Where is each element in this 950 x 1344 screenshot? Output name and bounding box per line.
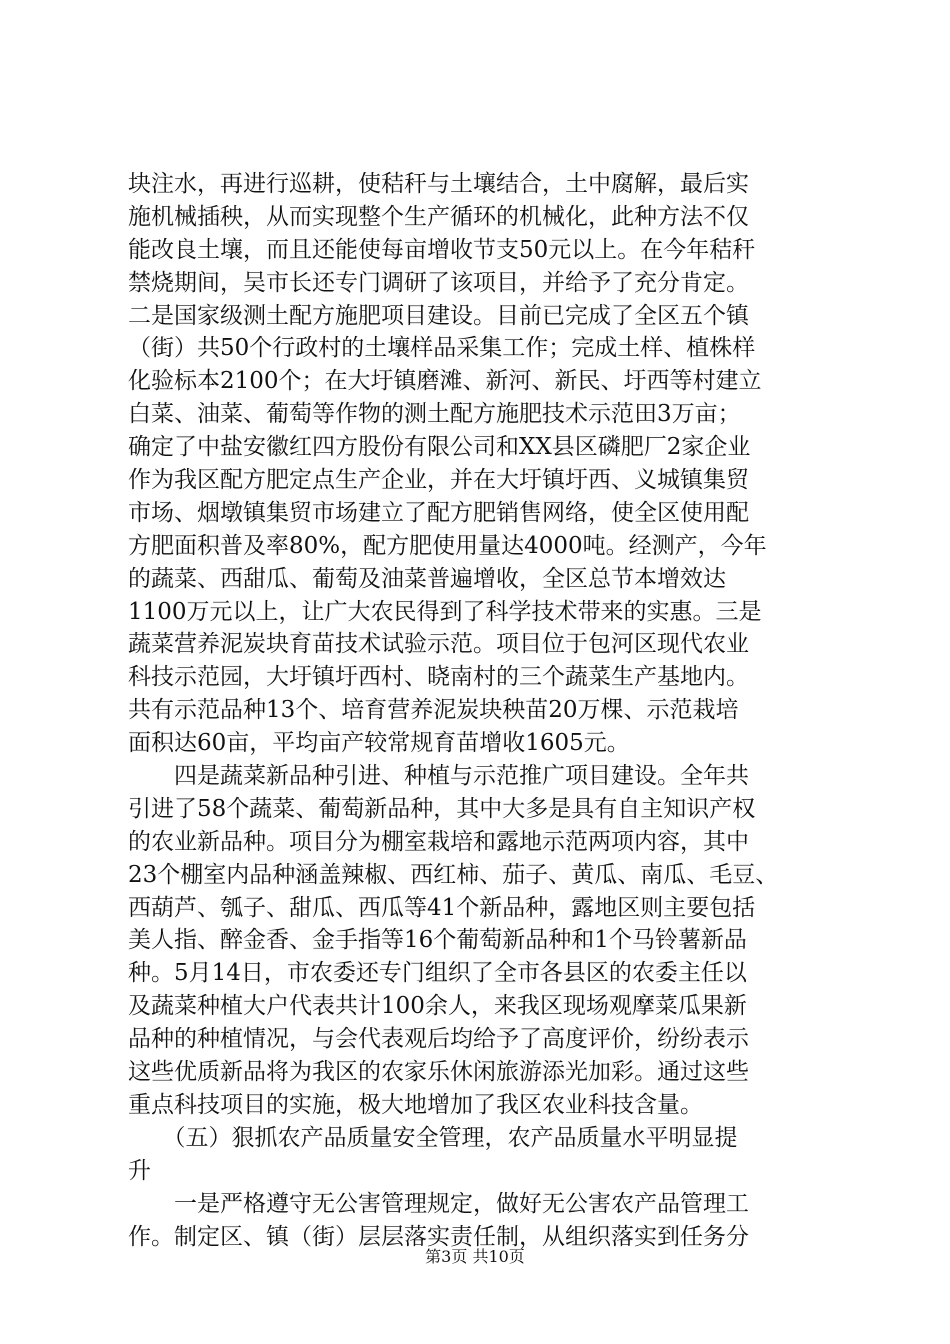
- text-line: 蔬菜营养泥炭块育苗技术试验示范。项目位于包河区现代农业: [128, 631, 749, 658]
- text-line: 禁烧期间，吴市长还专门调研了该项目，并给予了充分肯定。: [128, 269, 749, 296]
- body-text: [128, 168, 832, 1253]
- text-line: 共有示范品种13个、培育营养泥炭块秧苗20万棵、示范栽培: [128, 697, 739, 724]
- text-line: 西葫芦、瓠子、甜瓜、西瓜等41个新品种，露地区则主要包括: [128, 894, 756, 921]
- text-line: 升: [128, 1157, 151, 1184]
- text-line: 块注水，再进行巡耕，使秸秆与土壤结合，土中腐解，最后实: [128, 171, 749, 197]
- text-line: 23个棚室内品种涵盖辣椒、西红柿、茄子、黄瓜、南瓜、毛豆、: [128, 861, 779, 888]
- text-line: 二是国家级测土配方施肥项目建设。目前已完成了全区五个镇: [128, 302, 749, 329]
- text-line: 面积达60亩，平均亩产较常规育苗增收1605元。: [128, 730, 630, 757]
- text-line: 美人指、醉金香、金手指等16个葡萄新品种和1个马铃薯新品: [128, 927, 747, 954]
- text-line: 能改良土壤，而且还能使每亩增收节支50元以上。在今年秸秆: [128, 236, 756, 263]
- text-line: 引进了58个蔬菜、葡萄新品种，其中大多是具有自主知识产权: [128, 795, 756, 822]
- text-line: 的蔬菜、西甜瓜、葡萄及油菜普遍增收，全区总节本增效达: [128, 565, 726, 592]
- text-line: 作。制定区、镇（街）层层落实责任制，从组织落实到任务分: [128, 1223, 749, 1250]
- text-line: （街）共50个行政村的土壤样品采集工作；完成土样、植株样: [128, 335, 756, 362]
- text-line: 确定了中盐安徽红四方股份有限公司和XX县区磷肥厂2家企业: [128, 434, 751, 461]
- text-line: 这些优质新品将为我区的农家乐休闲旅游添光加彩。通过这些: [128, 1059, 749, 1086]
- text-line: 化验标本2100个；在大圩镇磨滩、新河、新民、圩西等村建立: [128, 368, 762, 395]
- text-line: 的农业新品种。项目分为棚室栽培和露地示范两项内容，其中: [128, 828, 749, 855]
- text-line: 及蔬菜种植大户代表共计100余人，来我区现场观摩菜瓜果新: [128, 993, 747, 1020]
- text-line: 一是严格遵守无公害管理规定，做好无公害农产品管理工: [128, 1190, 749, 1217]
- text-line: 市场、烟墩镇集贸市场建立了配方肥销售网络，使全区使用配: [128, 499, 749, 526]
- text-line: 品种的种植情况，与会代表观后均给予了高度评价，纷纷表示: [128, 1026, 749, 1053]
- text-line: 1100万元以上，让广大农民得到了科学技术带来的实惠。三是: [128, 598, 762, 625]
- text-line: 施机械插秧，从而实现整个生产循环的机械化，此种方法不仅: [128, 203, 749, 230]
- page-footer: 第3页 共10页: [425, 1247, 525, 1266]
- text-line: 重点科技项目的实施，极大地增加了我区农业科技含量。: [128, 1091, 703, 1118]
- text-line: （五）狠抓农产品质量安全管理，农产品质量水平明显提: [128, 1124, 738, 1151]
- text-line: 科技示范园，大圩镇圩西村、晓南村的三个蔬菜生产基地内。: [128, 664, 749, 691]
- text-line: 作为我区配方肥定点生产企业，并在大圩镇圩西、义城镇集贸: [128, 467, 749, 494]
- text-line: 方肥面积普及率80%，配方肥使用量达4000吨。经测产，今年: [128, 532, 767, 559]
- text-line: 种。5月14日，市农委还专门组织了全市各县区的农委主任以: [128, 960, 747, 987]
- text-line: 四是蔬菜新品种引进、种植与示范推广项目建设。全年共: [128, 763, 749, 790]
- text-line: 白菜、油菜、葡萄等作物的测土配方施肥技术示范田3万亩；: [128, 401, 741, 428]
